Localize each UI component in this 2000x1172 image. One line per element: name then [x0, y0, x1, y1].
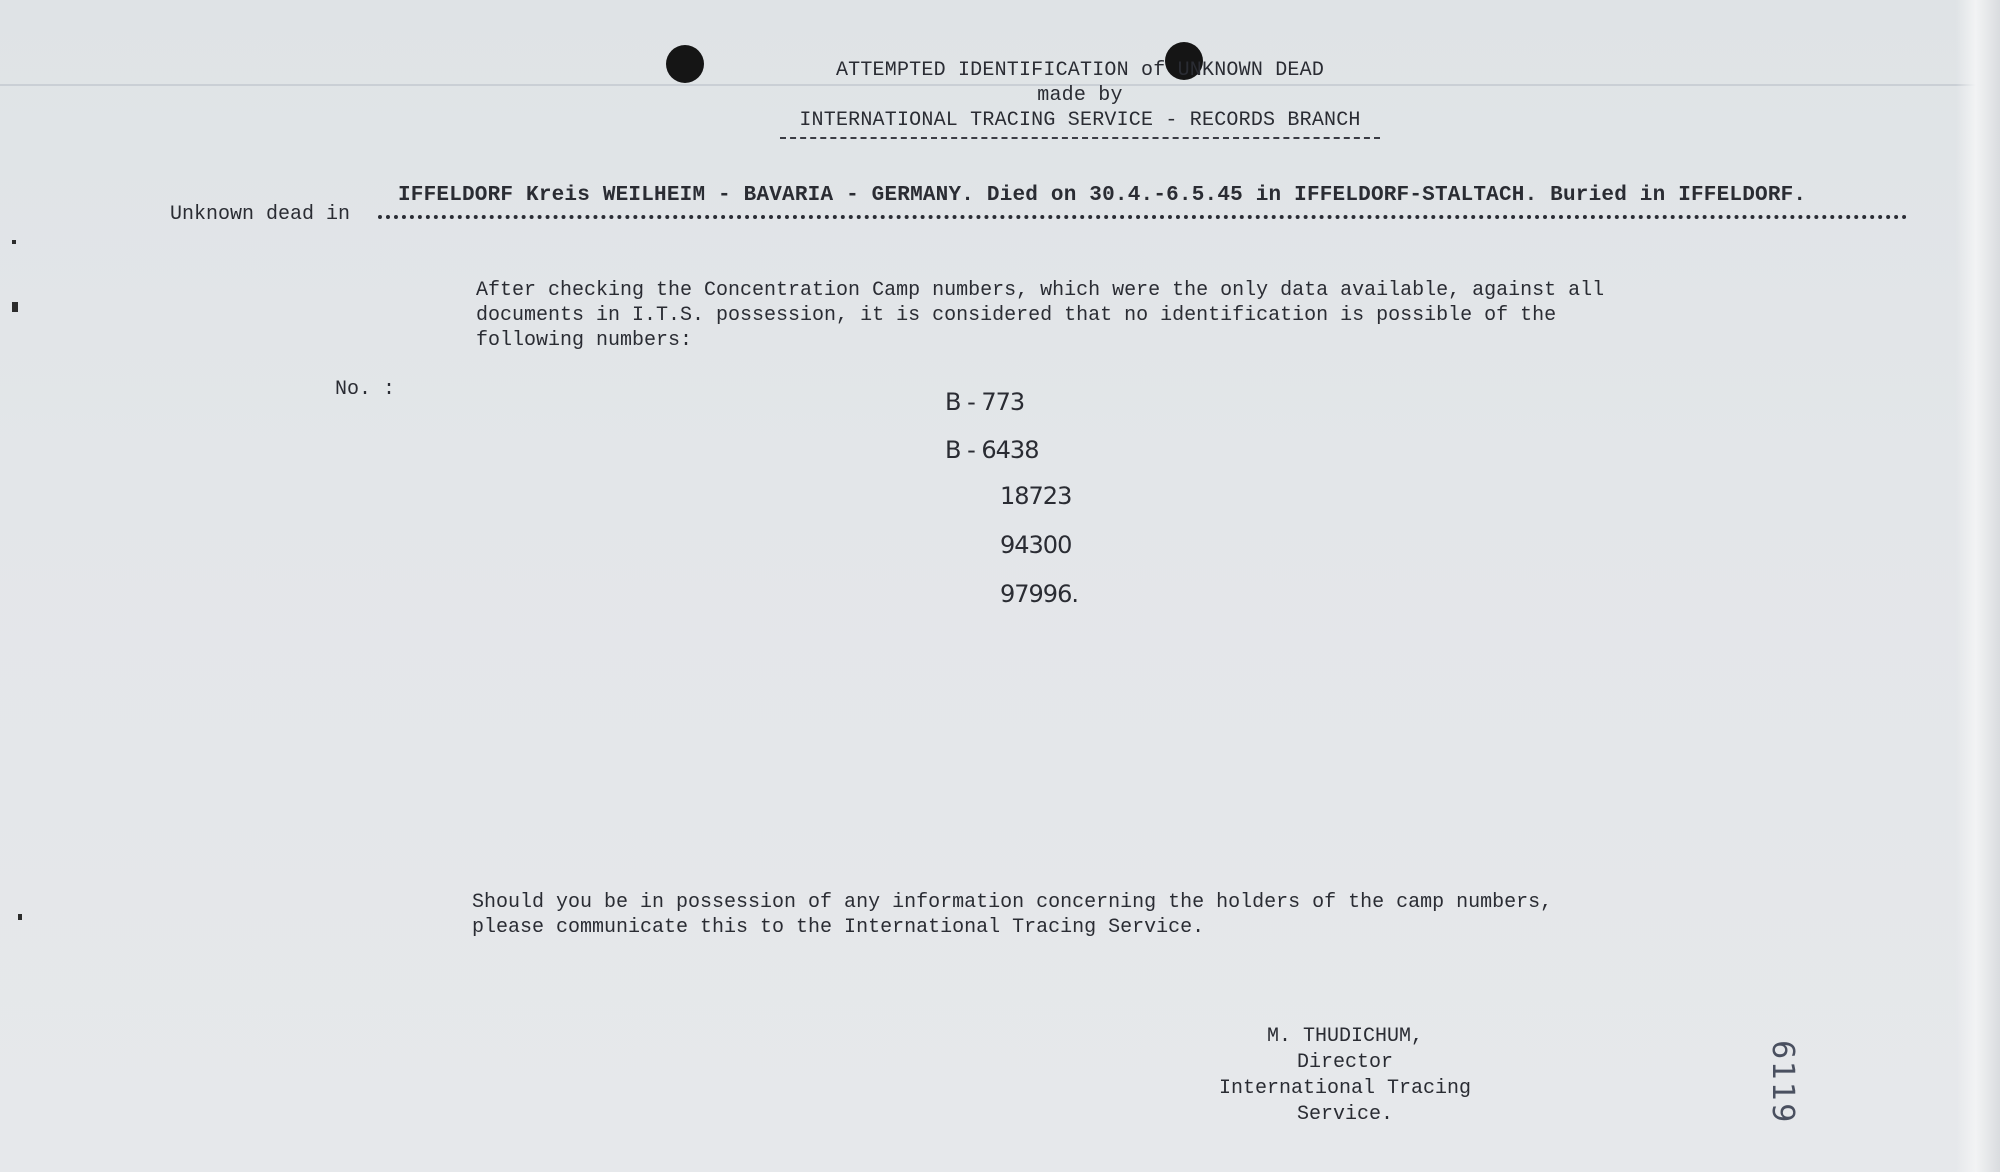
header-made-by: made by	[1037, 84, 1123, 107]
dotted-fill-line	[378, 215, 1908, 219]
header-underline	[780, 137, 1380, 139]
page-edge-shadow	[1994, 380, 2000, 610]
body-paragraph	[476, 278, 1726, 353]
body-line: following numbers:	[476, 329, 693, 352]
unknown-dead-location: IFFELDORF Kreis WEILHEIM - BAVARIA - GERMANY. Died on 30.4.-6.5.45 in IFFELDORF-STALTACH. Buried in IFFELDORF.	[398, 184, 1807, 207]
numbers-label: No. :	[335, 378, 396, 401]
document-header	[600, 58, 1560, 139]
closing-paragraph	[472, 890, 1722, 940]
camp-number: 18723	[1000, 482, 1072, 510]
signature-block	[1180, 1024, 1510, 1128]
margin-mark	[18, 914, 22, 920]
signatory-organization: International Tracing Service.	[1218, 1077, 1472, 1126]
header-title: ATTEMPTED IDENTIFICATION of UNKNOWN DEAD	[835, 59, 1325, 82]
camp-number: 94300	[1000, 531, 1072, 559]
closing-line: please communicate this to the International Tracing Service.	[472, 916, 1205, 939]
body-line: After checking the Concentration Camp numbers, which were the only data available, against all	[476, 279, 1605, 302]
margin-mark	[12, 302, 18, 312]
body-line: documents in I.T.S. possession, it is considered that no identification is possible of the	[476, 304, 1557, 327]
closing-line: Should you be in possession of any information concerning the holders of the camp numbers,	[472, 891, 1553, 914]
camp-number: B - 6438	[945, 436, 1039, 464]
camp-number: 97996.	[1000, 580, 1078, 608]
signatory-name: M. THUDICHUM,	[1266, 1025, 1424, 1048]
header-branch: INTERNATIONAL TRACING SERVICE - RECORDS BRANCH	[799, 109, 1361, 132]
signatory-title: Director	[1296, 1051, 1393, 1074]
margin-mark	[12, 240, 16, 244]
unknown-dead-label: Unknown dead in	[170, 203, 351, 226]
page-number-stamp: 6119	[1765, 1040, 1800, 1125]
camp-number: B - 773	[945, 388, 1025, 416]
